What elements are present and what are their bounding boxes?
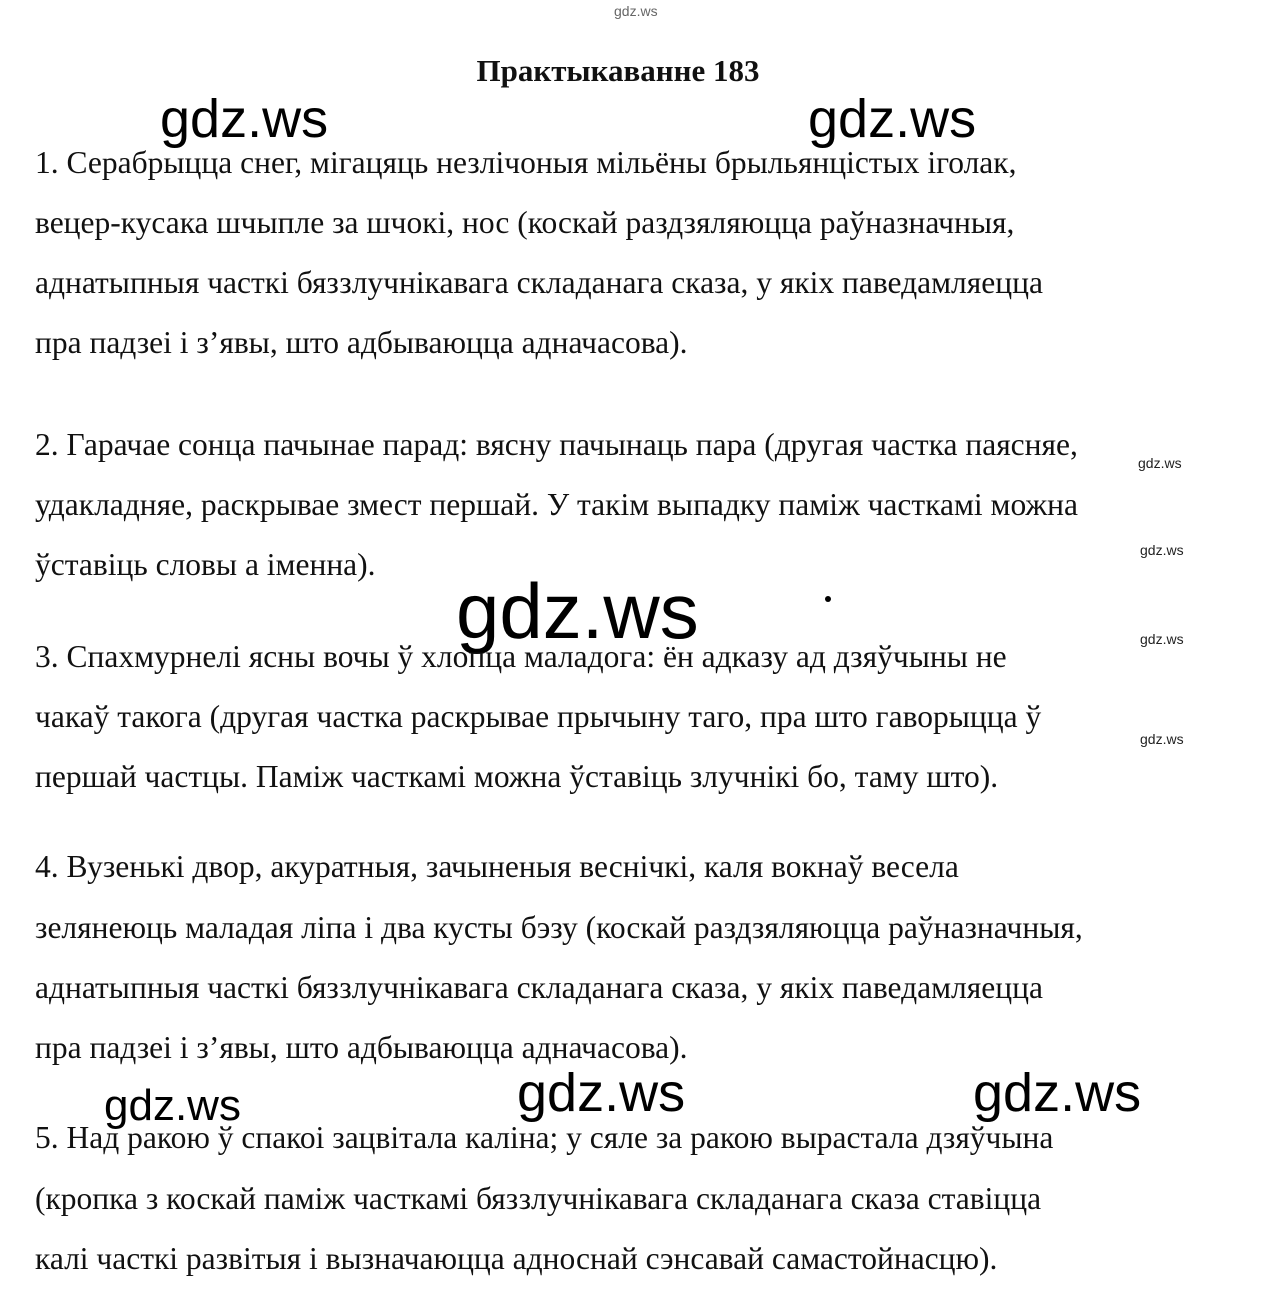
paragraph-5-line-3: калі часткі развітыя і вызначаюцца адноснай сэнсавай самастойнасцю).: [35, 1241, 998, 1276]
paragraph-4-line-3: аднатыпныя часткі бяззлучнікавага складанага сказа, у якіх паведамляецца: [35, 970, 1043, 1005]
paragraph-1-line-4: пра падзеі і з’явы, што адбываюцца адначасова).: [35, 325, 688, 360]
paragraph-4-line-2: зелянеюць маладая ліпа і два кусты бэзу (коскай раздзяляюцца раўназначныя,: [35, 910, 1083, 945]
paragraph-1-line-1: 1. Серабрыцца снег, мігацяць незлічоныя мільёны брыльянцістых іголак,: [35, 145, 1017, 180]
watermark-top-right: gdz.ws: [808, 89, 977, 149]
paragraph-5-line-1: 5. Над ракою ў спакоі зацвітала каліна; у сяле за ракою вырастала дзяўчына: [35, 1120, 1054, 1155]
paragraph-4-line-4: пра падзеі і з’явы, што адбываюцца адначасова).: [35, 1030, 688, 1065]
watermark-center: gdz.ws: [456, 567, 699, 655]
paragraph-1-line-2: вецер-кусака шчыпле за шчокі, нос (коскай раздзяляюцца раўназначныя,: [35, 205, 1015, 240]
paragraph-2-line-2: удакладняе, раскрывае змест першай. У такім выпадку паміж часткамі можна: [35, 487, 1079, 522]
watermark-side-3: gdz.ws: [1140, 631, 1184, 647]
watermark-bottom-left: gdz.ws: [104, 1081, 241, 1130]
watermark-top-left: gdz.ws: [160, 89, 329, 149]
paragraph-1-line-3: аднатыпныя часткі бяззлучнікавага складанага сказа, у якіх паведамляецца: [35, 265, 1043, 300]
watermark-bottom-right: gdz.ws: [973, 1063, 1142, 1123]
paragraph-3-line-1: 3. Спахмурнелі ясны вочы ў хлопца маладога: ён адказу ад дзяўчыны не: [35, 639, 1007, 674]
paragraph-3-line-2: чакаў такога (другая частка раскрывае прычыну таго, пра што гаворыцца ў: [35, 699, 1042, 734]
page-title: Практыкаванне 183: [476, 53, 760, 88]
stray-dot: [825, 596, 831, 602]
watermark-bottom-center: gdz.ws: [517, 1063, 686, 1123]
watermark-side-1: gdz.ws: [1138, 455, 1182, 471]
paragraph-5-line-2: (кропка з коскай паміж часткамі бяззлучнікавага складанага сказа ставіцца: [35, 1181, 1042, 1216]
paragraph-4-line-1: 4. Вузенькі двор, акуратныя, зачыненыя веснічкі, каля вокнаў весела: [35, 849, 959, 884]
paragraph-2-line-1: 2. Гарачае сонца пачынае парад: вясну пачынаць пара (другая частка паясняе,: [35, 427, 1078, 462]
paragraph-3-line-3: першай частцы. Паміж часткамі можна ўставіць злучнікі бо, таму што).: [35, 759, 999, 794]
watermark-side-4: gdz.ws: [1140, 731, 1184, 747]
watermark-side-2: gdz.ws: [1140, 542, 1184, 558]
watermark-top: gdz.ws: [614, 3, 658, 19]
paragraph-2-line-3: ўставіць словы а іменна).: [35, 547, 376, 582]
